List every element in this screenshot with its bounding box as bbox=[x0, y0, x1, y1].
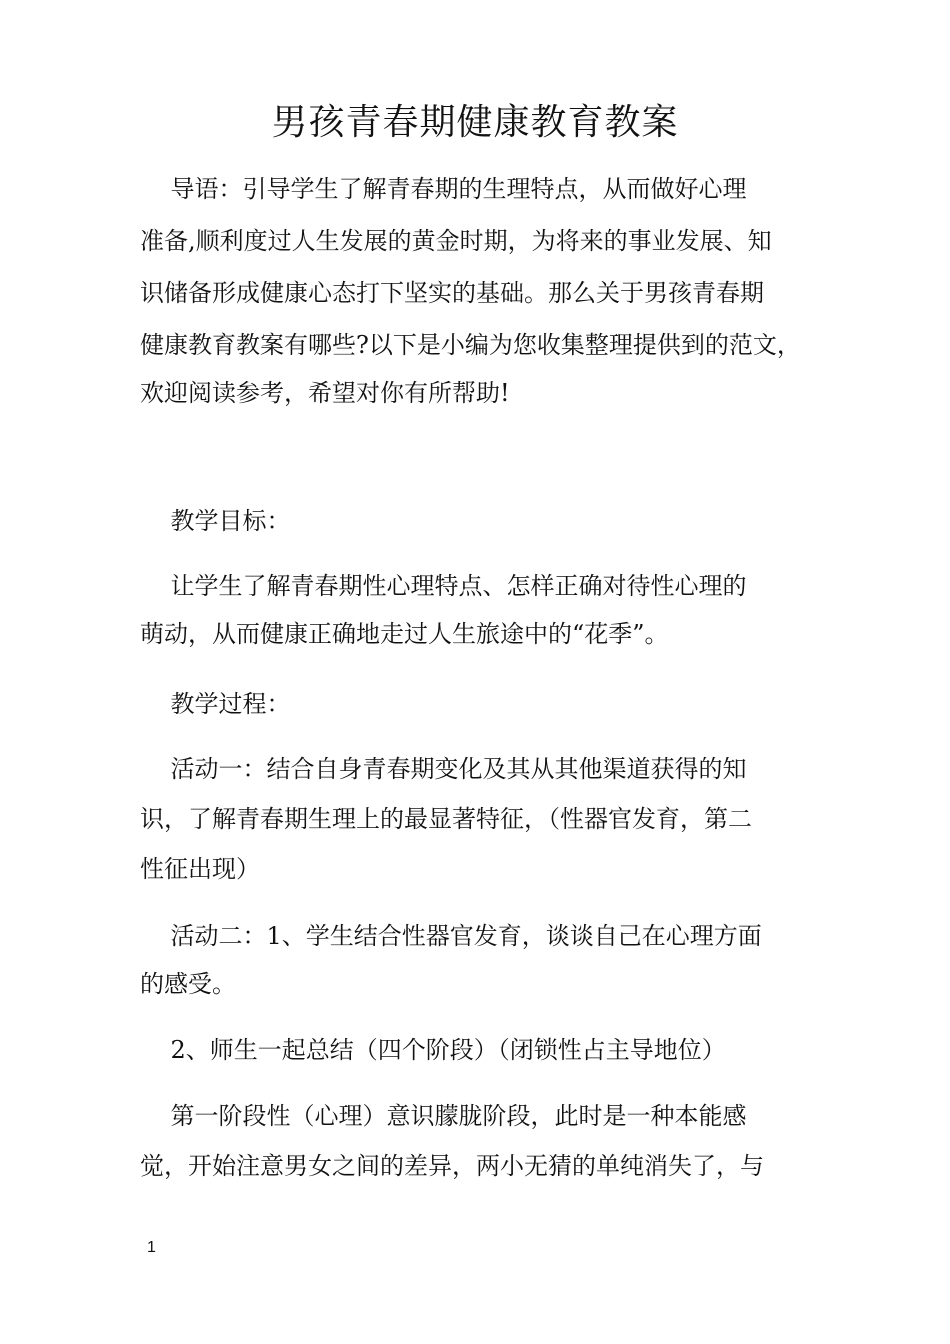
text-line: 觉，开始注意男女之间的差异，两小无猜的单纯消失了，与 bbox=[140, 1152, 764, 1180]
text-line: 的感受。 bbox=[140, 970, 236, 998]
text-line: 准备,顺利度过人生发展的黄金时期，为将来的事业发展、知 bbox=[140, 227, 772, 255]
text-line: 萌动，从而健康正确地走过人生旅途中的“花季”。 bbox=[140, 620, 669, 648]
text-line: 第一阶段性（心理）意识朦胧阶段，此时是一种本能感 bbox=[140, 1102, 747, 1130]
text-line: 活动二：1、学生结合性器官发育，谈谈自己在心理方面 bbox=[140, 922, 762, 950]
page-number: 1 bbox=[147, 1239, 156, 1256]
text-line: 性征出现） bbox=[140, 855, 260, 883]
process-heading: 教学过程： bbox=[140, 690, 291, 718]
text-line: 识储备形成健康心态打下坚实的基础。那么关于男孩青春期 bbox=[140, 279, 764, 307]
text-line: 活动一：结合自身青春期变化及其从其他渠道获得的知 bbox=[140, 755, 747, 783]
text-line: 2、师生一起总结（四个阶段）（闭锁性占主导地位） bbox=[140, 1036, 726, 1064]
text-line: 健康教育教案有哪些?以下是小编为您收集整理提供到的范文， bbox=[140, 331, 801, 359]
text-line: 让学生了解青春期性心理特点、怎样正确对待性心理的 bbox=[140, 572, 747, 600]
objective-heading: 教学目标： bbox=[140, 507, 291, 535]
text-line: 导语：引导学生了解青春期的生理特点，从而做好心理 bbox=[140, 175, 747, 203]
text-line: 欢迎阅读参考，希望对你有所帮助! bbox=[140, 379, 510, 407]
text-line: 识，了解青春期生理上的最显著特征，（性器官发育，第二 bbox=[140, 805, 752, 833]
page-title: 男孩青春期健康教育教案 bbox=[271, 102, 679, 143]
